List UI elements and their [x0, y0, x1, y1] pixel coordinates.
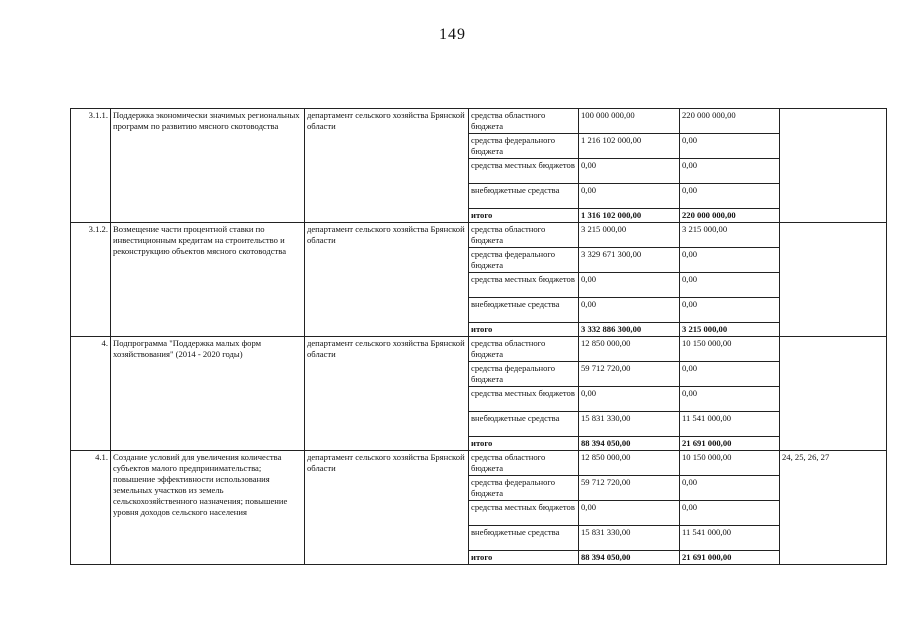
amount-2: 0,00 — [680, 134, 780, 159]
amount-1: 0,00 — [579, 298, 680, 323]
funding-source: средства областного бюджета — [469, 451, 579, 476]
amount-1: 12 850 000,00 — [579, 337, 680, 362]
funding-source: внебюджетные средства — [469, 184, 579, 209]
amount-2: 220 000 000,00 — [680, 209, 780, 223]
amount-1: 3 215 000,00 — [579, 223, 680, 248]
indicator-refs: 24, 25, 26, 27 — [780, 451, 887, 565]
amount-1: 59 712 720,00 — [579, 362, 680, 387]
amount-1: 0,00 — [579, 159, 680, 184]
funding-source: итого — [469, 437, 579, 451]
funding-source: итого — [469, 209, 579, 223]
amount-2: 0,00 — [680, 248, 780, 273]
table-row — [71, 223, 887, 248]
amount-2: 0,00 — [680, 476, 780, 501]
amount-2: 220 000 000,00 — [680, 109, 780, 134]
section-number: 3.1.1. — [71, 109, 111, 223]
amount-2: 0,00 — [680, 298, 780, 323]
amount-2: 3 215 000,00 — [680, 323, 780, 337]
section-number: 4.1. — [71, 451, 111, 565]
amount-2: 0,00 — [680, 362, 780, 387]
amount-1: 0,00 — [579, 501, 680, 526]
funding-source: итого — [469, 551, 579, 565]
funding-source: итого — [469, 323, 579, 337]
amount-1: 1 216 102 000,00 — [579, 134, 680, 159]
funding-source: средства федерального бюджета — [469, 134, 579, 159]
funding-source: средства областного бюджета — [469, 223, 579, 248]
funding-source: средства местных бюджетов — [469, 159, 579, 184]
section-name: Подпрограмма "Поддержка малых форм хозяйствования" (2014 - 2020 годы) — [111, 337, 305, 451]
amount-1: 88 394 050,00 — [579, 437, 680, 451]
funding-source: средства федерального бюджета — [469, 248, 579, 273]
section-executor: департамент сельского хозяйства Брянской области — [305, 109, 469, 223]
table-row — [71, 451, 887, 476]
amount-1: 88 394 050,00 — [579, 551, 680, 565]
table-row — [71, 109, 887, 134]
section-number: 3.1.2. — [71, 223, 111, 337]
funding-source: средства федерального бюджета — [469, 476, 579, 501]
section-name: Возмещение части процентной ставки по инвестиционным кредитам на строительство и реконструкцию объектов мясного скотоводства — [111, 223, 305, 337]
section-number: 4. — [71, 337, 111, 451]
budget-table — [70, 108, 887, 565]
amount-1: 3 329 671 300,00 — [579, 248, 680, 273]
amount-2: 0,00 — [680, 159, 780, 184]
amount-2: 11 541 000,00 — [680, 412, 780, 437]
amount-1: 1 316 102 000,00 — [579, 209, 680, 223]
amount-2: 11 541 000,00 — [680, 526, 780, 551]
funding-source: средства местных бюджетов — [469, 273, 579, 298]
amount-1: 3 332 886 300,00 — [579, 323, 680, 337]
amount-2: 0,00 — [680, 184, 780, 209]
funding-source: внебюджетные средства — [469, 298, 579, 323]
section-executor: департамент сельского хозяйства Брянской области — [305, 451, 469, 565]
amount-1: 15 831 330,00 — [579, 412, 680, 437]
amount-1: 15 831 330,00 — [579, 526, 680, 551]
amount-2: 3 215 000,00 — [680, 223, 780, 248]
amount-1: 0,00 — [579, 387, 680, 412]
section-executor: департамент сельского хозяйства Брянской области — [305, 223, 469, 337]
amount-1: 100 000 000,00 — [579, 109, 680, 134]
amount-1: 0,00 — [579, 184, 680, 209]
amount-2: 21 691 000,00 — [680, 551, 780, 565]
funding-source: средства федерального бюджета — [469, 362, 579, 387]
section-name: Поддержка экономически значимых региональных программ по развитию мясного скотоводства — [111, 109, 305, 223]
funding-source: средства местных бюджетов — [469, 501, 579, 526]
amount-2: 0,00 — [680, 501, 780, 526]
funding-source: внебюджетные средства — [469, 526, 579, 551]
funding-source: средства областного бюджета — [469, 109, 579, 134]
amount-2: 0,00 — [680, 387, 780, 412]
amount-2: 0,00 — [680, 273, 780, 298]
funding-source: средства областного бюджета — [469, 337, 579, 362]
amount-1: 59 712 720,00 — [579, 476, 680, 501]
amount-1: 0,00 — [579, 273, 680, 298]
page-number: 149 — [439, 26, 466, 43]
amount-2: 10 150 000,00 — [680, 337, 780, 362]
section-name: Создание условий для увеличения количества субъектов малого предпринимательства; повышение эффективности использования земельных участков из земель сельскохозяйственного назначения; повышение уровня доходов сельского населения — [111, 451, 305, 565]
section-executor: департамент сельского хозяйства Брянской области — [305, 337, 469, 451]
funding-source: средства местных бюджетов — [469, 387, 579, 412]
amount-1: 12 850 000,00 — [579, 451, 680, 476]
indicator-refs — [780, 223, 887, 337]
funding-source: внебюджетные средства — [469, 412, 579, 437]
amount-2: 21 691 000,00 — [680, 437, 780, 451]
amount-2: 10 150 000,00 — [680, 451, 780, 476]
indicator-refs — [780, 337, 887, 451]
indicator-refs — [780, 109, 887, 223]
table-row — [71, 337, 887, 362]
